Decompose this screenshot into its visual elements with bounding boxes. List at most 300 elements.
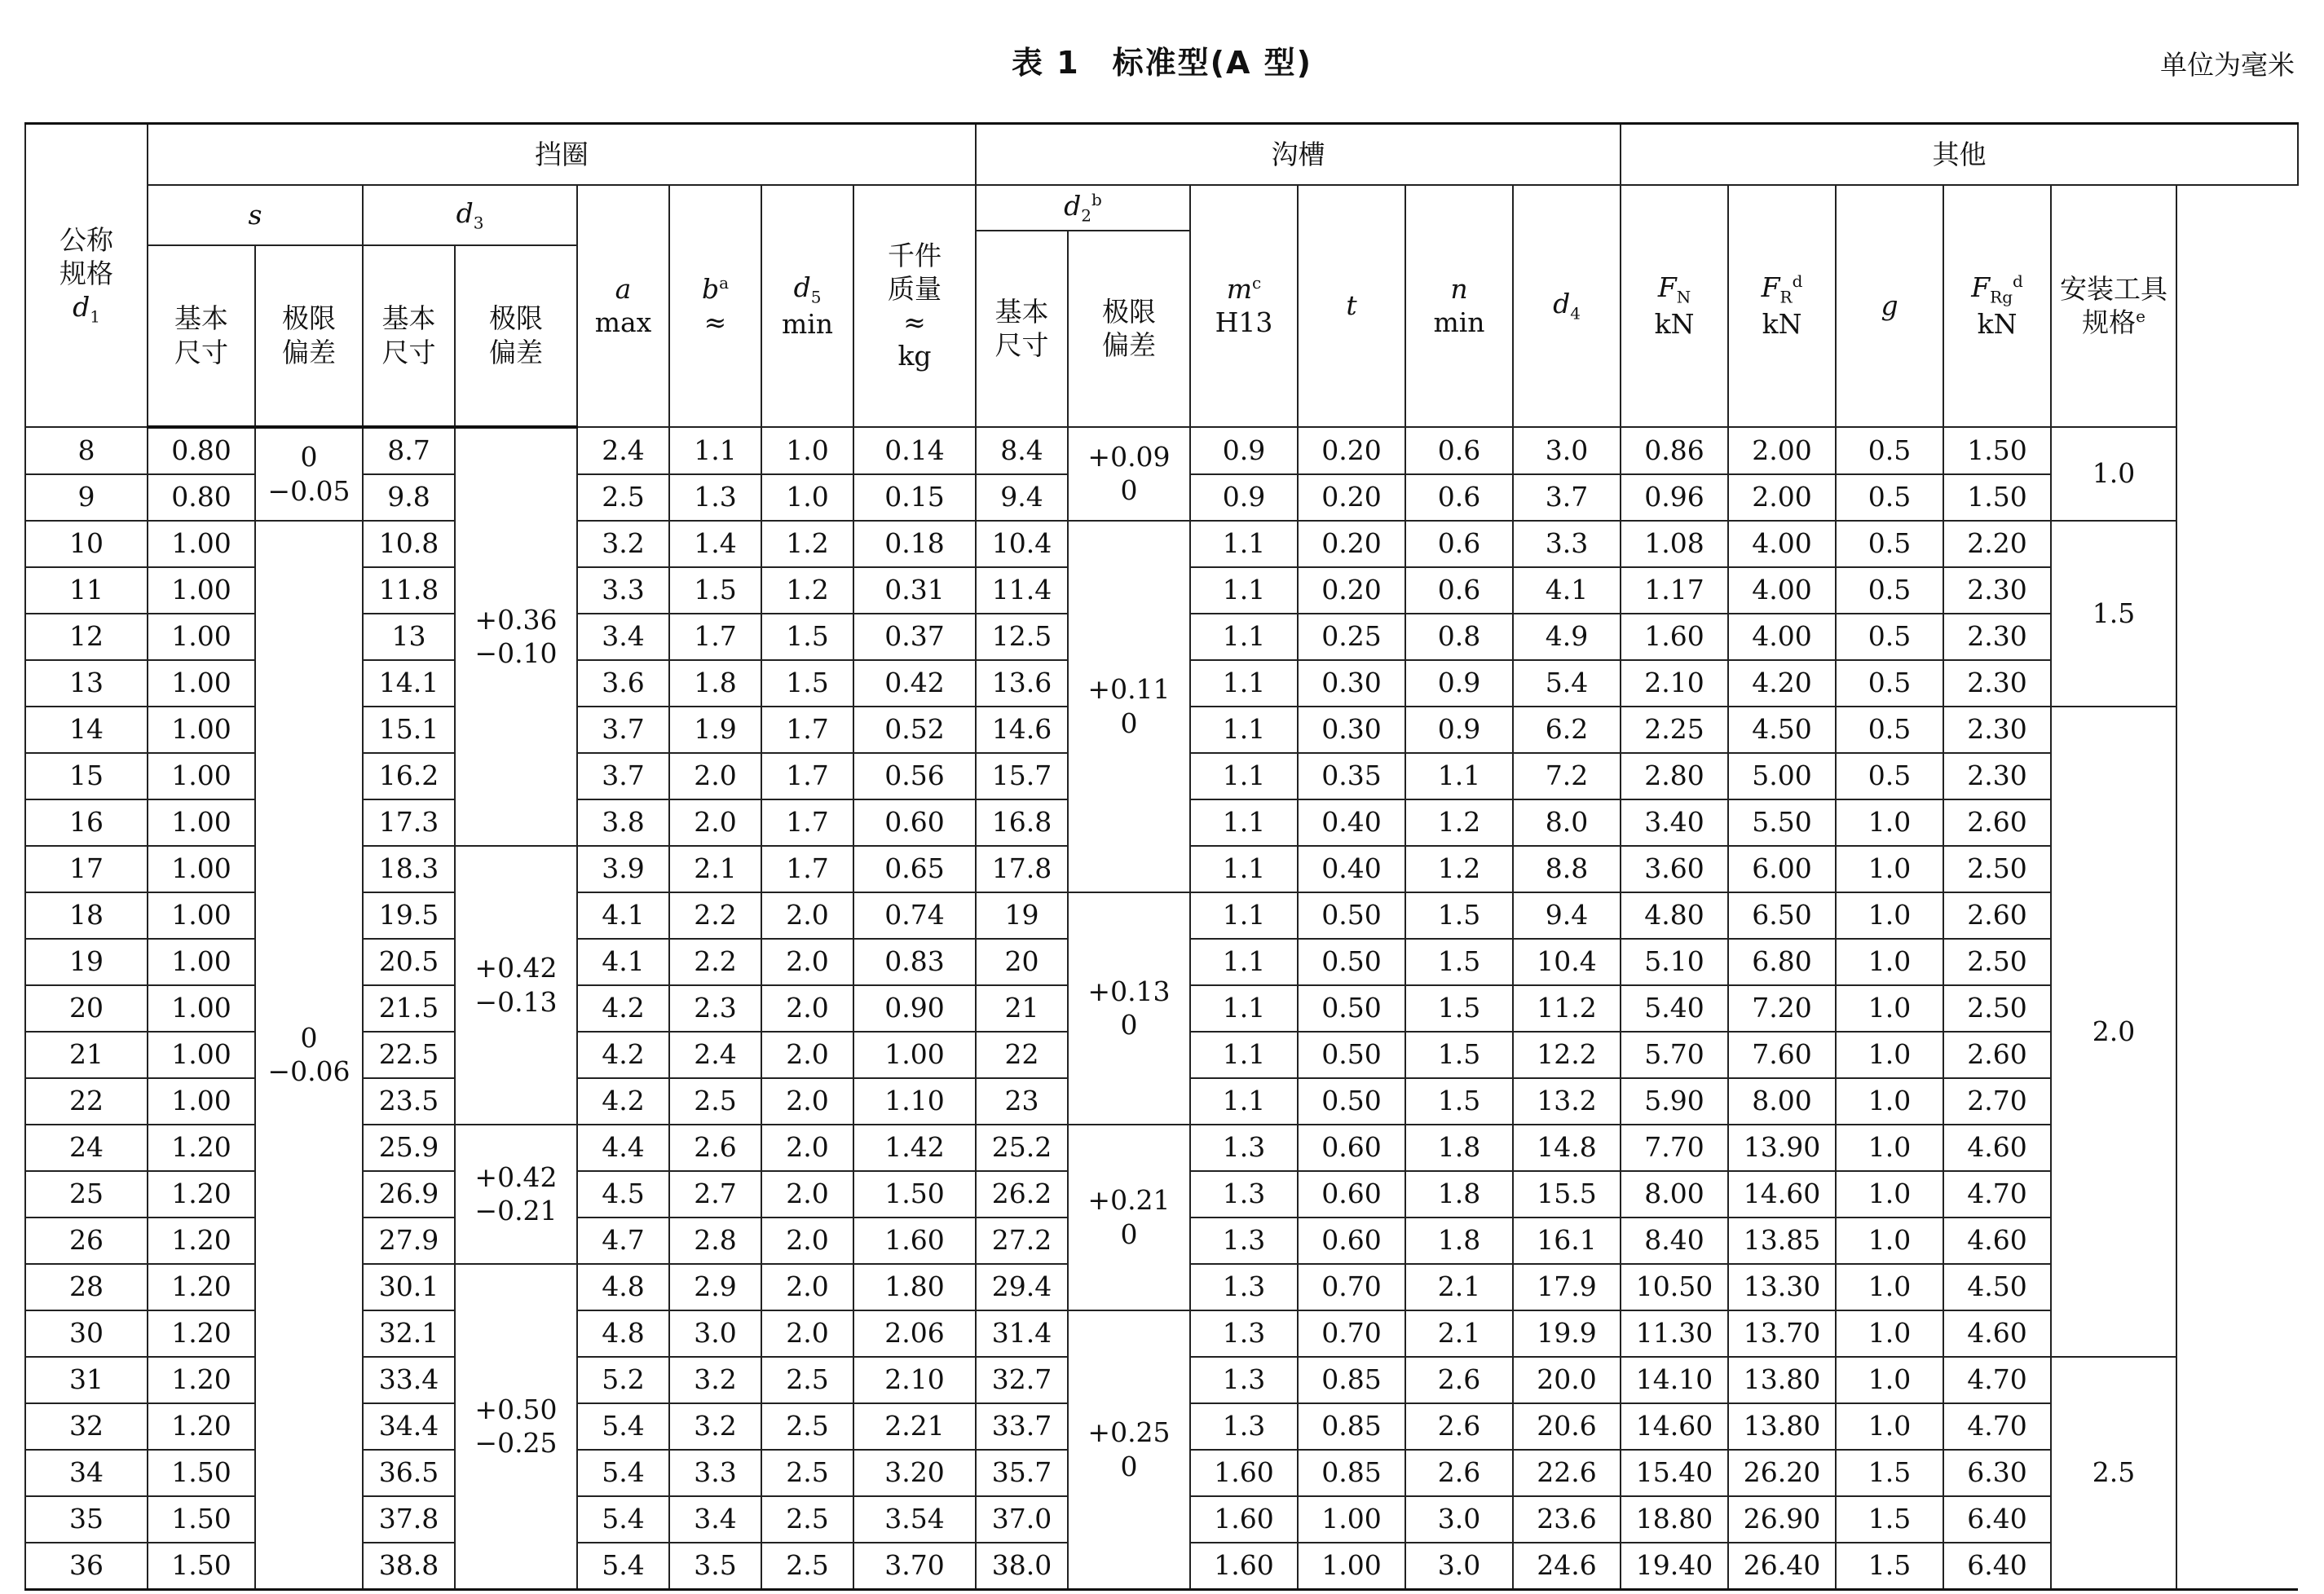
cell-m: 0.9 xyxy=(1190,427,1298,474)
cell-n: 1.8 xyxy=(1405,1125,1513,1171)
cell-FR: 13.30 xyxy=(1728,1264,1836,1310)
table-body xyxy=(25,427,2298,1590)
cell-n: 1.2 xyxy=(1405,846,1513,892)
cell-b: 2.2 xyxy=(669,939,761,985)
cell-s: 1.20 xyxy=(148,1310,255,1357)
cell-t: 0.85 xyxy=(1298,1450,1405,1496)
cell-FRg: 4.60 xyxy=(1943,1218,2051,1264)
header-tool-sup: e xyxy=(2136,306,2145,326)
cell-n: 1.5 xyxy=(1405,939,1513,985)
cell-m: 1.1 xyxy=(1190,799,1298,846)
cell-b: 2.0 xyxy=(669,753,761,799)
cell-m: 1.1 xyxy=(1190,707,1298,753)
header-s-basic: 基本 尺寸 xyxy=(148,245,255,427)
cell-FN: 5.90 xyxy=(1621,1078,1728,1125)
cell-d3: 21.5 xyxy=(363,985,455,1032)
cell-n: 2.1 xyxy=(1405,1264,1513,1310)
cell-d3: 32.1 xyxy=(363,1310,455,1357)
cell-d1: 15 xyxy=(25,753,148,799)
header-d3-symbol: d xyxy=(456,196,474,229)
cell-b: 1.1 xyxy=(669,427,761,474)
cell-g: 0.5 xyxy=(1836,614,1943,660)
cell-d5: 1.7 xyxy=(761,707,853,753)
header-b-sup: a xyxy=(719,272,730,293)
s-merged-cell: 0 −0.06 xyxy=(255,521,363,1590)
cell-mass: 0.14 xyxy=(853,427,976,474)
cell-a: 3.7 xyxy=(577,707,669,753)
table-row xyxy=(25,892,2298,939)
cell-d5: 2.5 xyxy=(761,1403,853,1450)
cell-FN: 0.86 xyxy=(1621,427,1728,474)
cell-d4: 3.3 xyxy=(1513,521,1621,567)
cell-d2: 15.7 xyxy=(976,753,1068,799)
cell-g: 1.0 xyxy=(1836,1218,1943,1264)
cell-d4: 20.0 xyxy=(1513,1357,1621,1403)
cell-d4: 15.5 xyxy=(1513,1171,1621,1218)
cell-FN: 14.10 xyxy=(1621,1357,1728,1403)
cell-mass: 2.06 xyxy=(853,1310,976,1357)
cell-g: 0.5 xyxy=(1836,427,1943,474)
cell-g: 1.0 xyxy=(1836,892,1943,939)
cell-t: 0.20 xyxy=(1298,521,1405,567)
header-d5-sub: 5 xyxy=(810,287,822,307)
cell-FR: 13.80 xyxy=(1728,1357,1836,1403)
header-d2-basic: 基本 尺寸 xyxy=(976,231,1068,427)
cell-d3: 9.8 xyxy=(363,474,455,521)
cell-s: 1.20 xyxy=(148,1125,255,1171)
cell-FN: 2.80 xyxy=(1621,753,1728,799)
cell-d3: 25.9 xyxy=(363,1125,455,1171)
cell-d4: 19.9 xyxy=(1513,1310,1621,1357)
header-FRg xyxy=(1943,185,2051,427)
cell-FN: 14.60 xyxy=(1621,1403,1728,1450)
header-d4-symbol: d xyxy=(1553,288,1571,320)
cell-a: 5.4 xyxy=(577,1543,669,1590)
tool-merged-cell: 2.0 xyxy=(2051,707,2176,1357)
cell-d1: 26 xyxy=(25,1218,148,1264)
cell-m: 1.1 xyxy=(1190,846,1298,892)
cell-t: 0.50 xyxy=(1298,939,1405,985)
cell-b: 2.3 xyxy=(669,985,761,1032)
cell-g: 1.0 xyxy=(1836,1125,1943,1171)
cell-b: 3.5 xyxy=(669,1543,761,1590)
cell-d2: 25.2 xyxy=(976,1125,1068,1171)
cell-mass: 0.60 xyxy=(853,799,976,846)
cell-d2: 21 xyxy=(976,985,1068,1032)
cell-t: 0.30 xyxy=(1298,660,1405,707)
cell-a: 4.1 xyxy=(577,939,669,985)
cell-d4: 3.7 xyxy=(1513,474,1621,521)
cell-FR: 7.60 xyxy=(1728,1032,1836,1078)
header-tool-label: 安装工具规格 xyxy=(2060,272,2168,338)
cell-mass: 0.56 xyxy=(853,753,976,799)
cell-FR: 13.85 xyxy=(1728,1218,1836,1264)
cell-FR: 26.90 xyxy=(1728,1496,1836,1543)
cell-m: 1.1 xyxy=(1190,1078,1298,1125)
header-FR-sup: d xyxy=(1792,271,1803,291)
d2-merged-cell: +0.21 0 xyxy=(1068,1125,1190,1310)
cell-b: 3.0 xyxy=(669,1310,761,1357)
cell-b: 3.2 xyxy=(669,1403,761,1450)
cell-m: 1.1 xyxy=(1190,1032,1298,1078)
header-FRg-unit: kN xyxy=(1977,308,2018,341)
cell-m: 1.1 xyxy=(1190,939,1298,985)
cell-mass: 1.80 xyxy=(853,1264,976,1310)
cell-n: 2.6 xyxy=(1405,1450,1513,1496)
header-FR-unit: kN xyxy=(1762,308,1802,341)
cell-g: 1.5 xyxy=(1836,1450,1943,1496)
cell-s: 1.00 xyxy=(148,660,255,707)
cell-n: 1.5 xyxy=(1405,985,1513,1032)
cell-FR: 14.60 xyxy=(1728,1171,1836,1218)
cell-a: 3.4 xyxy=(577,614,669,660)
cell-d3: 26.9 xyxy=(363,1171,455,1218)
cell-FRg: 2.30 xyxy=(1943,660,2051,707)
cell-FRg: 4.70 xyxy=(1943,1171,2051,1218)
cell-n: 1.8 xyxy=(1405,1171,1513,1218)
cell-FRg: 2.60 xyxy=(1943,1032,2051,1078)
cell-FR: 4.00 xyxy=(1728,614,1836,660)
cell-FRg: 2.50 xyxy=(1943,846,2051,892)
header-d2 xyxy=(976,185,1190,231)
table-row xyxy=(25,427,2298,474)
cell-d4: 3.0 xyxy=(1513,427,1621,474)
cell-b: 2.2 xyxy=(669,892,761,939)
cell-d1: 18 xyxy=(25,892,148,939)
header-FRg-sup: d xyxy=(2013,271,2023,291)
cell-b: 2.5 xyxy=(669,1078,761,1125)
cell-mass: 1.00 xyxy=(853,1032,976,1078)
cell-g: 1.0 xyxy=(1836,846,1943,892)
cell-s: 1.00 xyxy=(148,939,255,985)
cell-m: 1.60 xyxy=(1190,1496,1298,1543)
header-d5-symbol: d xyxy=(793,271,811,303)
cell-a: 4.8 xyxy=(577,1310,669,1357)
cell-n: 0.6 xyxy=(1405,427,1513,474)
cell-d5: 1.2 xyxy=(761,521,853,567)
cell-mass: 0.65 xyxy=(853,846,976,892)
cell-FRg: 4.60 xyxy=(1943,1310,2051,1357)
cell-d5: 2.5 xyxy=(761,1357,853,1403)
cell-d2: 16.8 xyxy=(976,799,1068,846)
group-groove: 沟槽 xyxy=(976,124,1621,185)
header-m-sup: c xyxy=(1252,272,1262,293)
group-other: 其他 xyxy=(1621,124,2298,185)
cell-d1: 36 xyxy=(25,1543,148,1590)
cell-b: 2.0 xyxy=(669,799,761,846)
cell-s: 1.20 xyxy=(148,1264,255,1310)
cell-FN: 15.40 xyxy=(1621,1450,1728,1496)
cell-mass: 1.42 xyxy=(853,1125,976,1171)
cell-n: 0.9 xyxy=(1405,707,1513,753)
header-m xyxy=(1190,185,1298,427)
header-n xyxy=(1405,185,1513,427)
cell-mass: 3.20 xyxy=(853,1450,976,1496)
cell-mass: 0.52 xyxy=(853,707,976,753)
cell-d4: 24.6 xyxy=(1513,1543,1621,1590)
cell-d4: 14.8 xyxy=(1513,1125,1621,1171)
cell-n: 0.6 xyxy=(1405,474,1513,521)
cell-t: 0.20 xyxy=(1298,427,1405,474)
cell-d2: 32.7 xyxy=(976,1357,1068,1403)
cell-g: 0.5 xyxy=(1836,660,1943,707)
cell-d3: 20.5 xyxy=(363,939,455,985)
cell-FRg: 1.50 xyxy=(1943,427,2051,474)
cell-d5: 2.5 xyxy=(761,1450,853,1496)
cell-t: 1.00 xyxy=(1298,1496,1405,1543)
cell-g: 1.0 xyxy=(1836,799,1943,846)
cell-d1: 25 xyxy=(25,1171,148,1218)
cell-m: 1.3 xyxy=(1190,1125,1298,1171)
cell-t: 0.40 xyxy=(1298,846,1405,892)
cell-FN: 8.40 xyxy=(1621,1218,1728,1264)
cell-d2: 27.2 xyxy=(976,1218,1068,1264)
cell-a: 4.2 xyxy=(577,1032,669,1078)
cell-t: 0.50 xyxy=(1298,1032,1405,1078)
cell-FN: 18.80 xyxy=(1621,1496,1728,1543)
cell-FRg: 2.30 xyxy=(1943,567,2051,614)
cell-g: 1.0 xyxy=(1836,939,1943,985)
cell-b: 2.6 xyxy=(669,1125,761,1171)
cell-FN: 8.00 xyxy=(1621,1171,1728,1218)
cell-b: 1.9 xyxy=(669,707,761,753)
cell-d1: 10 xyxy=(25,521,148,567)
cell-d5: 1.5 xyxy=(761,660,853,707)
cell-m: 1.3 xyxy=(1190,1171,1298,1218)
cell-t: 0.25 xyxy=(1298,614,1405,660)
d3-merged-cell: +0.50 −0.25 xyxy=(455,1264,577,1590)
cell-d1: 21 xyxy=(25,1032,148,1078)
header-FR xyxy=(1728,185,1836,427)
unit-note: 单位为毫米 xyxy=(2160,49,2295,81)
cell-m: 1.1 xyxy=(1190,753,1298,799)
cell-d4: 4.9 xyxy=(1513,614,1621,660)
cell-FRg: 6.40 xyxy=(1943,1496,2051,1543)
cell-FN: 1.60 xyxy=(1621,614,1728,660)
cell-b: 1.3 xyxy=(669,474,761,521)
cell-FN: 2.25 xyxy=(1621,707,1728,753)
cell-b: 2.4 xyxy=(669,1032,761,1078)
cell-t: 0.60 xyxy=(1298,1218,1405,1264)
cell-FR: 26.20 xyxy=(1728,1450,1836,1496)
cell-FN: 3.60 xyxy=(1621,846,1728,892)
cell-FR: 5.00 xyxy=(1728,753,1836,799)
cell-d2: 29.4 xyxy=(976,1264,1068,1310)
cell-d5: 2.0 xyxy=(761,939,853,985)
d3-merged-cell: +0.36 −0.10 xyxy=(455,427,577,846)
cell-a: 3.9 xyxy=(577,846,669,892)
cell-FR: 13.70 xyxy=(1728,1310,1836,1357)
header-d2-symbol: d xyxy=(1064,189,1082,222)
group-ring: 挡圈 xyxy=(148,124,976,185)
cell-FRg: 2.50 xyxy=(1943,985,2051,1032)
cell-s: 1.00 xyxy=(148,892,255,939)
header-b-unit: ≈ xyxy=(703,306,727,338)
cell-n: 0.6 xyxy=(1405,521,1513,567)
cell-FRg: 4.70 xyxy=(1943,1403,2051,1450)
cell-n: 0.8 xyxy=(1405,614,1513,660)
cell-FN: 19.40 xyxy=(1621,1543,1728,1590)
cell-FR: 7.20 xyxy=(1728,985,1836,1032)
cell-d3: 30.1 xyxy=(363,1264,455,1310)
cell-d3: 18.3 xyxy=(363,846,455,892)
cell-t: 0.85 xyxy=(1298,1357,1405,1403)
cell-m: 1.3 xyxy=(1190,1403,1298,1450)
cell-mass: 3.54 xyxy=(853,1496,976,1543)
cell-d4: 13.2 xyxy=(1513,1078,1621,1125)
cell-d1: 11 xyxy=(25,567,148,614)
cell-d2: 19 xyxy=(976,892,1068,939)
cell-m: 1.60 xyxy=(1190,1543,1298,1590)
cell-d3: 23.5 xyxy=(363,1078,455,1125)
cell-t: 0.35 xyxy=(1298,753,1405,799)
header-d2-limit: 极限 偏差 xyxy=(1068,231,1190,427)
cell-s: 1.00 xyxy=(148,521,255,567)
cell-m: 1.1 xyxy=(1190,985,1298,1032)
cell-d1: 8 xyxy=(25,427,148,474)
cell-t: 1.00 xyxy=(1298,1543,1405,1590)
cell-m: 1.1 xyxy=(1190,614,1298,660)
cell-d1: 32 xyxy=(25,1403,148,1450)
cell-m: 1.1 xyxy=(1190,521,1298,567)
cell-t: 0.30 xyxy=(1298,707,1405,753)
cell-g: 0.5 xyxy=(1836,521,1943,567)
cell-FRg: 2.70 xyxy=(1943,1078,2051,1125)
cell-g: 0.5 xyxy=(1836,567,1943,614)
cell-d4: 4.1 xyxy=(1513,567,1621,614)
cell-d3: 38.8 xyxy=(363,1543,455,1590)
header-a xyxy=(577,185,669,427)
header-d4-sub: 4 xyxy=(1570,303,1581,324)
header-FR-sub: R xyxy=(1779,287,1793,307)
cell-d3: 16.2 xyxy=(363,753,455,799)
cell-s: 1.00 xyxy=(148,799,255,846)
cell-d5: 2.0 xyxy=(761,1264,853,1310)
cell-s: 1.50 xyxy=(148,1543,255,1590)
cell-s: 1.00 xyxy=(148,985,255,1032)
header-FN xyxy=(1621,185,1728,427)
cell-a: 4.5 xyxy=(577,1171,669,1218)
cell-n: 3.0 xyxy=(1405,1543,1513,1590)
header-mass: 千件 质量 ≈ kg xyxy=(853,185,976,427)
cell-g: 1.0 xyxy=(1836,1357,1943,1403)
cell-b: 3.2 xyxy=(669,1357,761,1403)
cell-t: 0.70 xyxy=(1298,1264,1405,1310)
d2-merged-cell: +0.09 0 xyxy=(1068,427,1190,521)
header-d1-sub: 1 xyxy=(90,306,100,327)
cell-mass: 3.70 xyxy=(853,1543,976,1590)
cell-d4: 11.2 xyxy=(1513,985,1621,1032)
cell-a: 4.7 xyxy=(577,1218,669,1264)
header-nominal xyxy=(25,124,148,427)
cell-d5: 2.0 xyxy=(761,892,853,939)
cell-t: 0.85 xyxy=(1298,1403,1405,1450)
cell-d2: 11.4 xyxy=(976,567,1068,614)
cell-a: 5.4 xyxy=(577,1496,669,1543)
header-FRg-sub: Rg xyxy=(1990,287,2013,307)
header-g: g xyxy=(1836,185,1943,427)
cell-g: 1.0 xyxy=(1836,1264,1943,1310)
tool-merged-cell: 2.5 xyxy=(2051,1357,2176,1590)
cell-d5: 2.0 xyxy=(761,1310,853,1357)
cell-d4: 12.2 xyxy=(1513,1032,1621,1078)
cell-t: 0.50 xyxy=(1298,1078,1405,1125)
header-d3-limit: 极限 偏差 xyxy=(455,245,577,427)
cell-g: 1.0 xyxy=(1836,1078,1943,1125)
cell-FR: 6.50 xyxy=(1728,892,1836,939)
cell-s: 1.00 xyxy=(148,707,255,753)
cell-d2: 9.4 xyxy=(976,474,1068,521)
cell-n: 2.6 xyxy=(1405,1357,1513,1403)
table-row xyxy=(25,521,2298,567)
cell-s: 1.00 xyxy=(148,567,255,614)
cell-a: 5.4 xyxy=(577,1450,669,1496)
cell-s: 1.00 xyxy=(148,1078,255,1125)
cell-d5: 2.0 xyxy=(761,1032,853,1078)
cell-d2: 13.6 xyxy=(976,660,1068,707)
cell-g: 1.0 xyxy=(1836,985,1943,1032)
cell-d4: 17.9 xyxy=(1513,1264,1621,1310)
cell-m: 1.3 xyxy=(1190,1310,1298,1357)
cell-d4: 9.4 xyxy=(1513,892,1621,939)
cell-FN: 1.08 xyxy=(1621,521,1728,567)
cell-d1: 16 xyxy=(25,799,148,846)
cell-FRg: 6.40 xyxy=(1943,1543,2051,1590)
cell-d2: 35.7 xyxy=(976,1450,1068,1496)
cell-d3: 14.1 xyxy=(363,660,455,707)
cell-d3: 37.8 xyxy=(363,1496,455,1543)
cell-FR: 6.80 xyxy=(1728,939,1836,985)
cell-d5: 1.0 xyxy=(761,427,853,474)
header-a-unit: max xyxy=(594,306,652,338)
cell-b: 2.9 xyxy=(669,1264,761,1310)
cell-FR: 4.00 xyxy=(1728,521,1836,567)
cell-mass: 1.50 xyxy=(853,1171,976,1218)
cell-n: 1.5 xyxy=(1405,1032,1513,1078)
header-n-unit: min xyxy=(1433,306,1485,338)
cell-s: 1.00 xyxy=(148,1032,255,1078)
cell-m: 1.60 xyxy=(1190,1450,1298,1496)
tool-merged-cell: 1.0 xyxy=(2051,427,2176,521)
cell-d3: 17.3 xyxy=(363,799,455,846)
cell-d5: 1.7 xyxy=(761,846,853,892)
cell-a: 4.8 xyxy=(577,1264,669,1310)
cell-t: 0.20 xyxy=(1298,474,1405,521)
cell-s: 1.00 xyxy=(148,753,255,799)
cell-d5: 2.5 xyxy=(761,1496,853,1543)
cell-b: 1.4 xyxy=(669,521,761,567)
cell-FRg: 2.50 xyxy=(1943,939,2051,985)
cell-d5: 1.7 xyxy=(761,753,853,799)
cell-d3: 19.5 xyxy=(363,892,455,939)
cell-d2: 22 xyxy=(976,1032,1068,1078)
cell-g: 1.0 xyxy=(1836,1171,1943,1218)
header-d2-sup: b xyxy=(1091,189,1102,209)
cell-m: 1.1 xyxy=(1190,660,1298,707)
cell-m: 1.3 xyxy=(1190,1264,1298,1310)
cell-n: 1.8 xyxy=(1405,1218,1513,1264)
cell-d2: 31.4 xyxy=(976,1310,1068,1357)
cell-d2: 38.0 xyxy=(976,1543,1068,1590)
cell-d2: 23 xyxy=(976,1078,1068,1125)
header-FR-symbol: F xyxy=(1761,271,1780,303)
cell-d4: 16.1 xyxy=(1513,1218,1621,1264)
header-n-symbol: n xyxy=(1450,272,1468,305)
cell-d1: 24 xyxy=(25,1125,148,1171)
cell-d5: 1.5 xyxy=(761,614,853,660)
cell-m: 1.1 xyxy=(1190,567,1298,614)
cell-d1: 35 xyxy=(25,1496,148,1543)
